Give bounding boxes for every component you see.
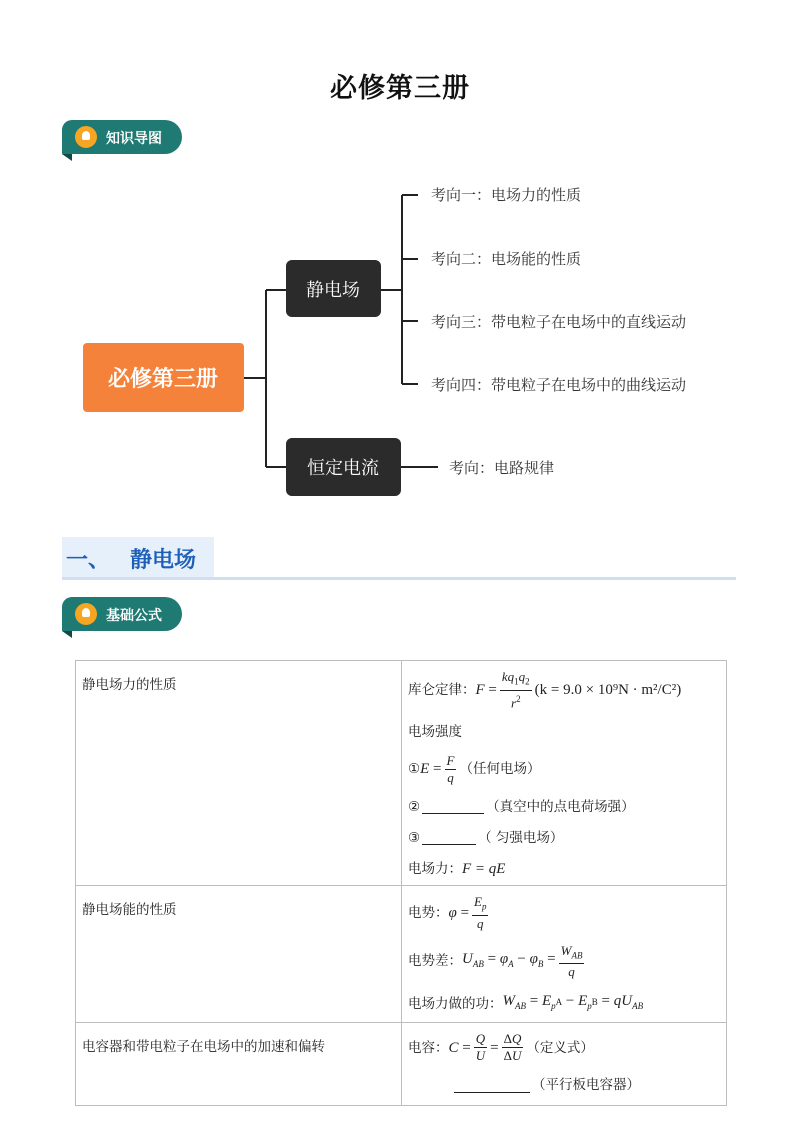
formula-cell — [402, 661, 727, 886]
mindmap-tag-label: 知识导图 — [106, 131, 162, 147]
field-definition: ① E = $\frac{F}{q}$ （任何电场） — [408, 752, 541, 785]
section-number: 一、 — [66, 548, 111, 573]
mindmap-leaf: 考向：电路规律 — [449, 459, 555, 477]
table-row — [76, 1023, 727, 1106]
table-row — [76, 661, 727, 886]
section-title: 静电场 — [130, 548, 197, 573]
potential-difference: 电势差： $U_{AB} = \varphi_A - \varphi_B$ = $\frac{W_{AB}}{q}$ — [408, 942, 583, 980]
field-strength-label: 电场强度 — [408, 723, 462, 740]
field-work: 电场力做的功： $W_{AB} = E_{p^A} - E_{p^B} = qU_{AB}$ — [408, 993, 644, 1012]
mindmap-root — [83, 343, 244, 412]
mindmap-tag — [62, 120, 182, 154]
mindmap-branch-electrostatic — [286, 260, 381, 317]
potential: 电势： φ = $\frac{E_p}{q}$ — [408, 893, 487, 931]
mindmap-leaf: 考向四：带电粒子在电场中的曲线运动 — [431, 376, 687, 394]
fill-blank — [422, 830, 476, 845]
mindmap-branch-current — [286, 438, 401, 496]
mindmap-root-label: 必修第三册 — [107, 367, 219, 392]
topic-cell: 静电场能的性质 — [76, 885, 402, 1022]
topic-cell: 电容器和带电粒子在电场中的加速和偏转 — [76, 1023, 402, 1106]
formulas-tag-label: 基础公式 — [106, 608, 162, 624]
page-title: 必修第三册 — [330, 73, 470, 104]
fill-blank — [422, 799, 484, 814]
coulomb-law: 库仑定律： F = $\frac{kq_1q_2}{r^2}$ (k = 9.0 × 10⁹N · m²/C²) — [408, 669, 682, 710]
mindmap-leaf: 考向二：电场能的性质 — [431, 250, 582, 268]
field-force: 电场力： F = qE — [408, 860, 506, 877]
topic-cell: 静电场力的性质 — [76, 661, 402, 886]
mindmap-leaf: 考向三：带电粒子在电场中的直线运动 — [431, 313, 687, 331]
mindmap — [0, 170, 800, 510]
section-heading — [62, 537, 736, 581]
formulas-tag — [62, 597, 182, 631]
branch-label: 恒定电流 — [307, 458, 379, 479]
formula-cell — [402, 885, 727, 1022]
lightbulb-icon — [75, 603, 97, 625]
fill-blank — [454, 1078, 530, 1093]
capacitance: 电容： C = $\frac{Q}{U}$ = $\frac{\Delta Q}{\Delta U}$ （定义式） — [408, 1031, 594, 1064]
point-charge-field: ② （真空中的点电荷场强） — [408, 798, 635, 815]
tag-fold — [62, 154, 72, 161]
tag-fold — [62, 631, 72, 638]
uniform-field: ③ （ 匀强电场） — [408, 829, 564, 846]
mindmap-connectors — [244, 195, 438, 467]
branch-label: 静电场 — [306, 280, 360, 301]
plate-capacitor: （平行板电容器） — [408, 1075, 720, 1095]
formula-table — [75, 660, 727, 1106]
mindmap-leaf: 考向一：电场力的性质 — [431, 186, 582, 204]
lightbulb-icon — [75, 126, 97, 148]
formula-cell — [402, 1023, 727, 1106]
table-row — [76, 885, 727, 1022]
